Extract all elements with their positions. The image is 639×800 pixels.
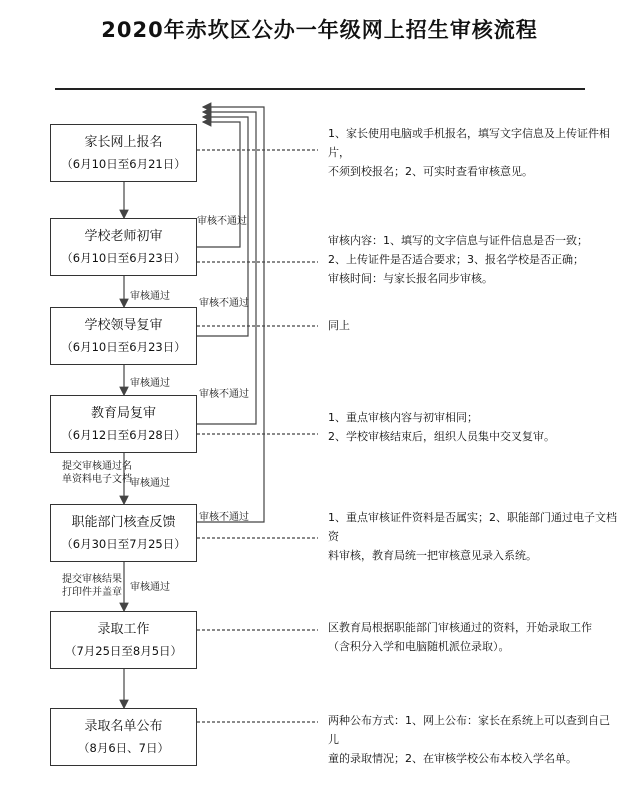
step-date: （6月10日至6月23日） [61,340,186,354]
fail-loop-step4 [197,112,256,424]
label-fail: 审核不通过 [199,298,249,309]
note-step-2: 审核内容：1、填写的文字信息与证件信息是否一致； 2、上传证件是否适合要求；3、报名学校是否正确； 审核时间：与家长报名同步审核。 [328,234,588,285]
step-date: （6月30日至7月25日） [61,537,186,551]
label-pass: 审核通过 [130,291,170,302]
label-pass: 审核通过 [130,378,170,389]
step-name: 录取工作 [97,622,150,637]
note-step-7: 两种公布方式：1、网上公布：家长在系统上可以查到自己儿 童的录取情况；2、在审核学校公布本校入学名单。 [328,714,610,765]
step-admission-work [50,611,197,669]
step-name: 家长网上报名 [84,135,163,150]
note-step-1: 1、家长使用电脑或手机报名，填写文字信息及上传证件相片， 不须到校报名；2、可实时查看审核意见。 [328,127,610,178]
note-step-4: 1、重点审核内容与初审相同； 2、学校审核结束后，组织人员集中交叉复审。 [328,411,555,443]
note-step-3: 同上 [328,319,350,332]
fail-loop-step5 [197,107,264,522]
step-date: （8月6日、7日） [78,741,169,755]
note-step-6: 区教育局根据职能部门审核通过的资料，开始录取工作 （含积分入学和电脑随机派位录取）。 [328,621,592,653]
step-name: 职能部门核查反馈 [71,515,176,530]
step-name: 录取名单公布 [84,719,163,734]
label-fail: 审核不通过 [197,216,247,227]
step-leader-second-review [50,307,197,365]
label-submit-printed-results: 提交审核结果 打印件并盖章 [62,574,122,598]
page-title: 2020年赤坎区公办一年级网上招生审核流程 [101,18,538,42]
step-name: 教育局复审 [90,406,156,421]
step-name: 学校领导复审 [84,318,163,333]
step-name: 学校老师初审 [84,229,163,244]
step-department-verification [50,504,197,562]
label-submit-electronic-docs: 提交审核通过名 单资料电子文档 [62,461,132,485]
label-pass: 审核通过 [130,478,170,489]
step-parent-online-registration [50,124,197,182]
step-date: （7月25日至8月5日） [64,644,183,658]
note-step-5: 1、重点审核证件资料是否属实；2、职能部门通过电子文档资 料审核，教育局统一把审核意见录入系统。 [328,511,617,562]
label-pass: 审核通过 [130,582,170,593]
label-fail: 审核不通过 [199,389,249,400]
step-admission-list-publication [50,708,197,766]
step-education-bureau-review [50,395,197,453]
step-date: （6月10日至6月23日） [61,251,186,265]
label-fail: 审核不通过 [199,512,249,523]
step-date: （6月10日至6月21日） [61,157,186,171]
step-date: （6月12日至6月28日） [61,428,186,442]
step-teacher-first-review [50,218,197,276]
fail-loop-step2 [197,122,240,247]
